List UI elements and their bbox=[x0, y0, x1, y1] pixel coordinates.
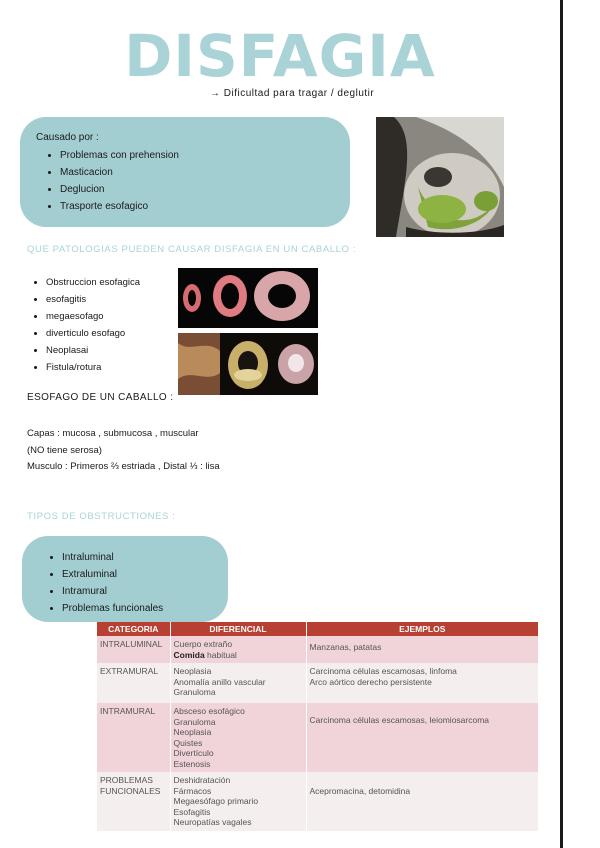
header-diferencial: DIFERENCIAL bbox=[170, 622, 306, 636]
obstruction-types-box bbox=[22, 536, 228, 622]
header-ejemplos: EJEMPLOS bbox=[306, 622, 538, 636]
cell-line: Neuropatías vagales bbox=[173, 817, 252, 827]
cell-line: Granuloma bbox=[173, 687, 216, 697]
cell-line: Quistes bbox=[173, 737, 203, 748]
list-item: • Neoplasai bbox=[46, 342, 140, 359]
pathologies-question: QUE PATOLOGIAS PUEDEN CAUSAR DISFAGIA EN UN CABALLO : bbox=[27, 244, 357, 255]
list-item: • Intramural bbox=[62, 583, 163, 600]
cell-diferencial bbox=[170, 772, 306, 831]
page-subtitle: → Dificultad para tragar / deglutir bbox=[210, 88, 375, 99]
cell-line: Neoplasia bbox=[173, 666, 212, 676]
table-row bbox=[97, 772, 538, 831]
list-item: • Problemas con prehension bbox=[60, 147, 179, 164]
cell-ejemplos bbox=[306, 663, 538, 703]
cell-categoria: EXTRAMURAL bbox=[97, 663, 170, 703]
esophagus-layers-line: Capas : mucosa , submucosa , muscular bbox=[27, 428, 199, 439]
cell-diferencial bbox=[170, 636, 306, 663]
cell-line: Esofagitis bbox=[173, 806, 211, 817]
cell-ejemplos bbox=[306, 703, 538, 772]
table-row bbox=[97, 663, 538, 703]
page-title: DISFAGIA bbox=[124, 22, 436, 90]
list-item: • esofagitis bbox=[46, 291, 140, 308]
cell-line: Absceso esofágico bbox=[173, 706, 245, 716]
cell-line: Deshidratación bbox=[173, 775, 231, 785]
obstruction-table bbox=[97, 622, 538, 831]
list-item: • megaesofago bbox=[46, 308, 140, 325]
horse-muzzle-photo bbox=[376, 117, 504, 237]
list-item: • Trasporte esofagico bbox=[60, 198, 179, 215]
list-item: • Masticacion bbox=[60, 164, 179, 181]
cell-line: Arco aórtico derecho persistente bbox=[309, 676, 432, 687]
cell-diferencial bbox=[170, 663, 306, 703]
obstruction-types-list bbox=[62, 549, 163, 617]
cell-line: Fármacos bbox=[173, 785, 212, 796]
causes-box bbox=[20, 117, 350, 227]
esophagus-serosa-line: (NO tiene serosa) bbox=[27, 444, 102, 456]
list-item: • Extraluminal bbox=[62, 566, 163, 583]
cell-line: Carcinoma células escamosas, leiomiosarcoma bbox=[309, 715, 490, 725]
esophagus-lesion-photos bbox=[178, 333, 318, 395]
cell-line: Neoplasia bbox=[173, 727, 212, 737]
table-row bbox=[97, 636, 538, 663]
list-item: • Obstruccion esofagica bbox=[46, 274, 140, 291]
esophagus-heading: ESOFAGO DE UN CABALLO : bbox=[27, 392, 174, 403]
cell-line: Divertículo bbox=[173, 748, 214, 758]
cell-ejemplos bbox=[306, 772, 538, 831]
esophagus-cross-section-photo bbox=[178, 268, 318, 328]
esophagus-description bbox=[27, 426, 220, 476]
cell-categoria: INTRAMURAL bbox=[97, 703, 170, 772]
list-item: • Problemas funcionales bbox=[62, 600, 163, 617]
cell-categoria: PROBLEMAS FUNCIONALES bbox=[97, 772, 170, 831]
page-right-border bbox=[560, 0, 563, 848]
cell-text: habitual bbox=[207, 649, 237, 660]
esophagus-muscle-line: Musculo : Primeros ⅔ estriada , Distal ⅓ : lisa bbox=[27, 461, 220, 472]
cell-line bbox=[174, 650, 303, 661]
cell-line: Carcinoma células escamosas, linfoma bbox=[309, 666, 457, 676]
list-item: • Fistula/rotura bbox=[46, 359, 140, 376]
obstruction-types-title: TIPOS DE OBSTRUCTIONES : bbox=[27, 511, 176, 522]
cell-line: Acepromacina, detomidina bbox=[309, 786, 411, 796]
list-item: • Deglucion bbox=[60, 181, 179, 198]
causes-list bbox=[60, 147, 179, 215]
pathologies-list bbox=[46, 274, 140, 376]
cell-line: Granuloma bbox=[173, 716, 216, 727]
cell-line: Megaesófago primario bbox=[173, 796, 259, 806]
table-header-row bbox=[97, 622, 538, 636]
header-categoria: CATEGORIA bbox=[97, 622, 170, 636]
list-item: • Intraluminal bbox=[62, 549, 163, 566]
causes-heading: Causado por : bbox=[36, 132, 99, 143]
cell-diferencial bbox=[170, 703, 306, 772]
cell-bold-text: Comida bbox=[173, 649, 205, 660]
cell-line: Estenosis bbox=[173, 758, 211, 769]
cell-categoria: INTRALUMINAL bbox=[97, 636, 170, 663]
list-item: • diverticulo esofago bbox=[46, 325, 140, 342]
cell-ejemplos bbox=[306, 636, 538, 663]
cell-line: Cuerpo extraño bbox=[173, 639, 233, 649]
cell-line: Anomalía anillo vascular bbox=[173, 676, 266, 687]
cell-line: Manzanas, patatas bbox=[309, 642, 382, 652]
table-row bbox=[97, 703, 538, 772]
